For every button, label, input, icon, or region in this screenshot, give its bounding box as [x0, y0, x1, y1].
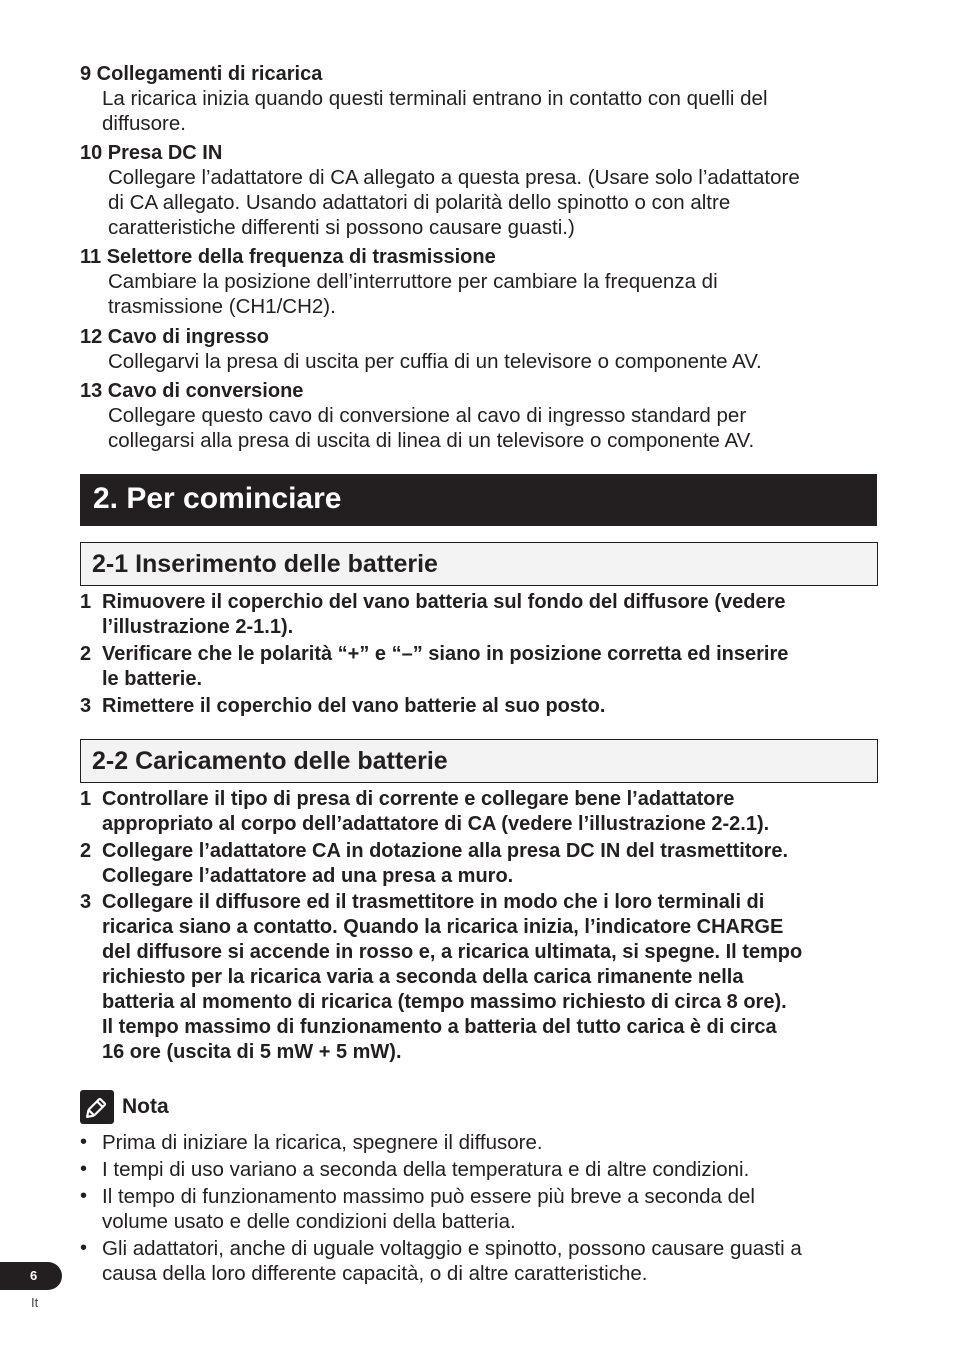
- text-line: Controllare il tipo di presa di corrente e collegare bene l’adattatore: [102, 788, 735, 810]
- step-number: 1: [80, 788, 92, 810]
- text-line: causa della loro differente capacità, o di altre caratteristiche.: [102, 1262, 648, 1285]
- component-10-title: 10 Presa DC IN: [80, 142, 223, 164]
- pencil-icon: [80, 1090, 114, 1124]
- text-line: Collegare l’adattatore di CA allegato a questa presa. (Usare solo l’adattatore: [108, 166, 800, 189]
- text-line: Collegare l’adattatore ad una presa a muro.: [102, 865, 514, 887]
- text-line: Collegare questo cavo di conversione al cavo di ingresso standard per: [108, 404, 747, 427]
- text-line: Collegare l’adattatore CA in dotazione alla presa DC IN del trasmettitore.: [102, 840, 789, 862]
- language-code: It: [31, 1295, 39, 1310]
- section-title: 2-2 Caricamento delle batterie: [92, 747, 448, 775]
- text-line: Gli adattatori, anche di uguale voltaggio e spinotto, possono causare guasti a: [102, 1237, 802, 1260]
- step-text: [102, 839, 788, 889]
- step-number: 2: [80, 840, 92, 862]
- step-number: 2: [80, 643, 92, 665]
- text-line: Rimuovere il coperchio del vano batteria sul fondo del diffusore (vedere: [102, 591, 786, 613]
- section-heading-charging: [80, 739, 878, 783]
- component-12-title: 12 Cavo di ingresso: [80, 326, 269, 348]
- text-line: Collegarvi la presa di uscita per cuffia di un televisore o componente AV.: [108, 350, 762, 373]
- chapter-heading: [80, 474, 877, 526]
- component-11-title: 11 Selettore della frequenza di trasmissione: [80, 246, 496, 268]
- component-12-description: [108, 349, 762, 374]
- component-13-title: 13 Cavo di conversione: [80, 380, 304, 402]
- text-line: l’illustrazione 2-1.1).: [102, 616, 294, 638]
- section-heading-batteries: [80, 542, 878, 586]
- text-line: Collegare il diffusore ed il trasmettitore in modo che i loro terminali di: [102, 891, 765, 913]
- text-line: Cambiare la posizione dell’interruttore per cambiare la frequenza di: [108, 270, 718, 293]
- text-line: Rimettere il coperchio del vano batterie al suo posto.: [102, 695, 606, 717]
- text-line: richiesto per la ricarica varia a seconda della carica rimanente nella: [102, 966, 744, 988]
- component-13-description: [108, 403, 754, 453]
- bullet-marker: •: [80, 1131, 88, 1153]
- text-line: collegarsi alla presa di uscita di linea di un televisore o componente AV.: [108, 429, 755, 452]
- component-11-description: [108, 269, 718, 319]
- component-9-title: 9 Collegamenti di ricarica: [80, 63, 323, 85]
- step-text: [102, 787, 769, 837]
- text-line: I tempi di uso variano a seconda della temperatura e di altre condizioni.: [102, 1158, 750, 1181]
- text-line: di CA allegato. Usando adattatori di polarità dello spinotto o con altre: [108, 191, 731, 214]
- component-10-description: [108, 165, 800, 240]
- text-line: ricarica siano a contatto. Quando la ricarica inizia, l’indicatore CHARGE: [102, 916, 784, 938]
- component-9-description: [102, 86, 768, 136]
- note-label: Nota: [122, 1095, 169, 1118]
- bullet-marker: •: [80, 1185, 88, 1207]
- text-line: appropriato al corpo dell’adattatore di CA (vedere l’illustrazione 2-2.1).: [102, 813, 770, 835]
- bullet-marker: •: [80, 1158, 88, 1180]
- step-text: [102, 890, 802, 1065]
- step-number: 3: [80, 695, 92, 717]
- step-text: [102, 642, 788, 692]
- text-line: del diffusore si accende in rosso e, a ricarica ultimata, si spegne. Il tempo: [102, 941, 803, 963]
- bullet-marker: •: [80, 1237, 88, 1259]
- text-line: caratteristiche differenti si possono causare guasti.): [108, 216, 575, 239]
- text-line: La ricarica inizia quando questi terminali entrano in contatto con quelli del: [102, 87, 768, 110]
- text-line: trasmissione (CH1/CH2).: [108, 295, 336, 318]
- page-number: 6: [30, 1268, 38, 1283]
- step-text: [102, 694, 605, 719]
- text-line: Verificare che le polarità “+” e “–” siano in posizione corretta ed inserire: [102, 643, 789, 665]
- text-line: Il tempo massimo di funzionamento a batteria del tutto carica è di circa: [102, 1016, 777, 1038]
- text-line: Prima di iniziare la ricarica, spegnere il diffusore.: [102, 1131, 543, 1154]
- text-line: Il tempo di funzionamento massimo può essere più breve a seconda del: [102, 1185, 755, 1208]
- section-title: 2-1 Inserimento delle batterie: [92, 550, 438, 578]
- step-text: [102, 590, 785, 640]
- text-line: volume usato e delle condizioni della batteria.: [102, 1210, 516, 1233]
- step-number: 1: [80, 591, 92, 613]
- text-line: le batterie.: [102, 668, 203, 690]
- text-line: batteria al momento di ricarica (tempo massimo richiesto di circa 8 ore).: [102, 991, 787, 1013]
- note-bullet: [102, 1236, 802, 1286]
- note-bullet: [102, 1157, 749, 1182]
- page-number-tab: [0, 1262, 62, 1290]
- text-line: diffusore.: [102, 112, 186, 135]
- note-bullet: [102, 1184, 755, 1234]
- step-number: 3: [80, 891, 92, 913]
- note-bullet: [102, 1130, 543, 1155]
- text-line: 16 ore (uscita di 5 mW + 5 mW).: [102, 1041, 402, 1063]
- chapter-title: 2. Per cominciare: [93, 482, 342, 515]
